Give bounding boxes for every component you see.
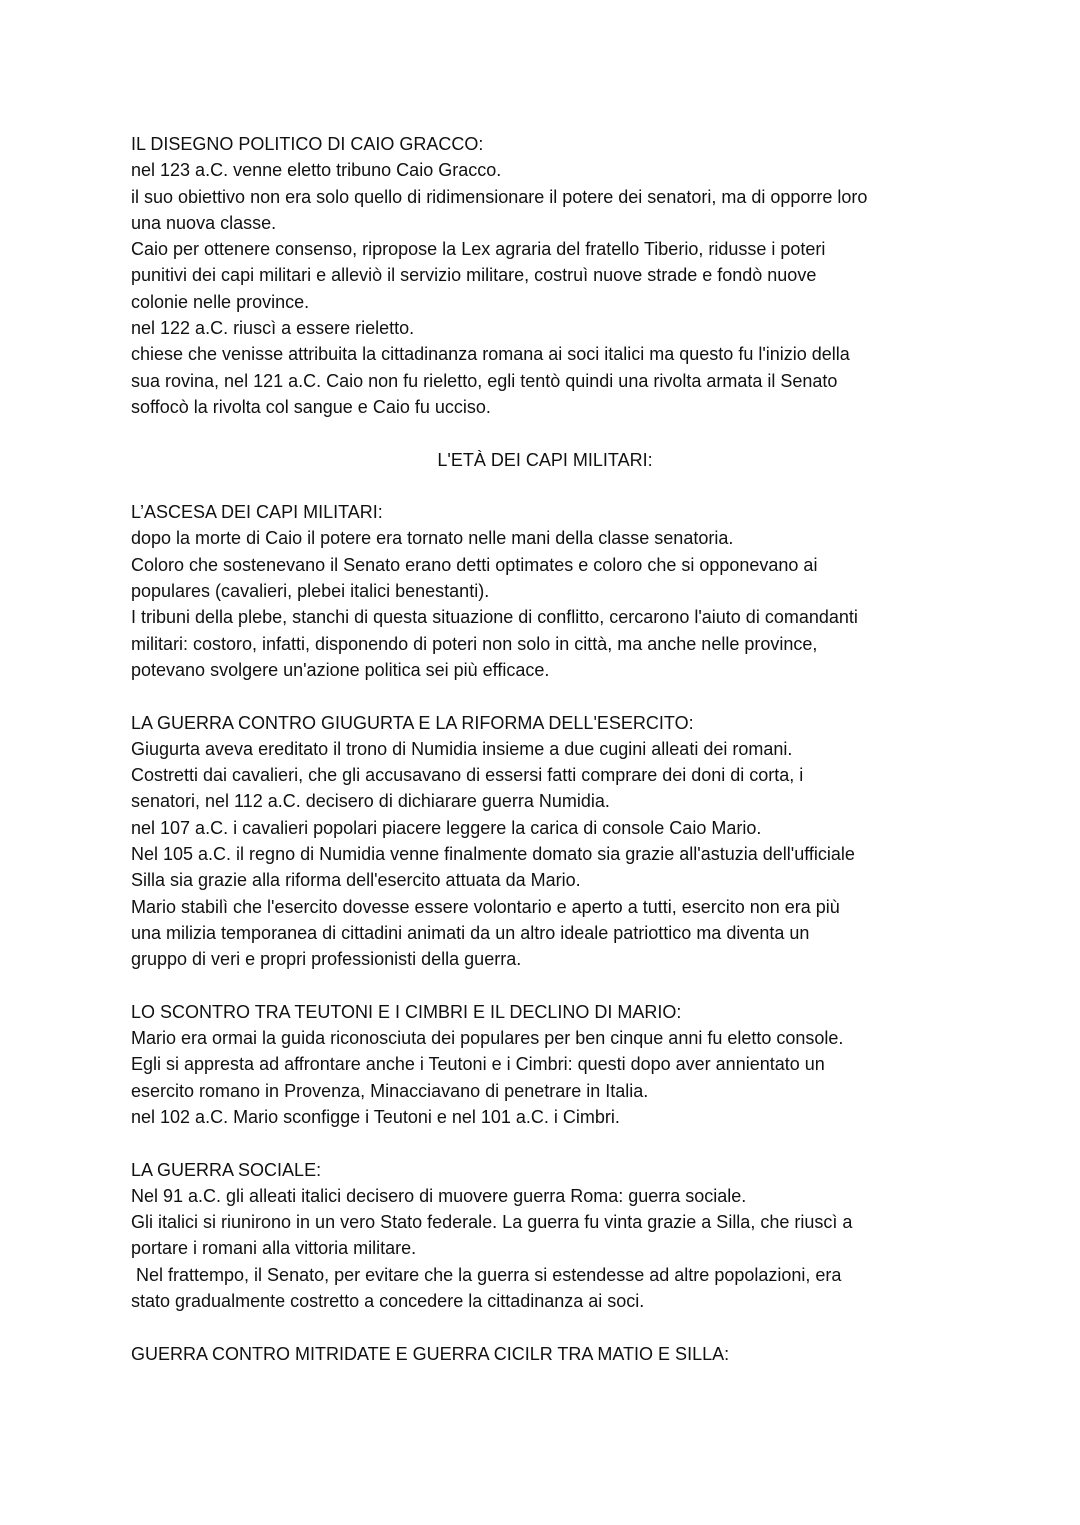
text-line: nel 102 a.C. Mario sconfigge i Teutoni e nel 101 a.C. i Cimbri.	[131, 1106, 620, 1127]
text-line: gruppo di veri e propri professionisti della guerra.	[131, 949, 522, 970]
text-line: militari: costoro, infatti, disponendo di poteri non solo in città, ma anche nelle province,	[131, 633, 818, 654]
text-line: Coloro che sostenevano il Senato erano detti optimates e coloro che si opponevano ai	[131, 554, 818, 575]
text-line: Egli si appresta ad affrontare anche i Teutoni e i Cimbri: questi dopo aver annientato un	[131, 1054, 825, 1075]
text-line: nel 107 a.C. i cavalieri popolari piacere leggere la carica di console Caio Mario.	[131, 817, 762, 838]
text-line: potevano svolgere un'azione politica sei più efficace.	[131, 659, 550, 680]
section-mitridate	[131, 1341, 961, 1367]
text-line: Mario era ormai la guida riconosciuta dei populares per ben cinque anni fu eletto console.	[131, 1028, 844, 1049]
text-line: senatori, nel 112 a.C. decisero di dichiarare guerra Numidia.	[131, 791, 610, 812]
text-line: nel 122 a.C. riuscì a essere rieletto.	[131, 318, 415, 339]
text-line: Giugurta aveva ereditato il trono di Numidia insieme a due cugini alleati dei romani.	[131, 738, 793, 759]
spacer	[131, 473, 961, 499]
spacer	[131, 973, 961, 999]
text-line: Caio per ottenere consenso, ripropose la Lex agraria del fratello Tiberio, ridusse i poteri	[131, 239, 826, 260]
text-line: dopo la morte di Caio il potere era tornato nelle mani della classe senatoria.	[131, 528, 734, 549]
text-line: chiese che venisse attribuita la cittadinanza romana ai soci italici ma questo fu l'inizio della	[131, 344, 850, 365]
text-line: il suo obiettivo non era solo quello di ridimensionare il potere dei senatori, ma di opporre loro	[131, 186, 868, 207]
text-line: Nel 91 a.C. gli alleati italici decisero di muovere guerra Roma: guerra sociale.	[131, 1185, 747, 1206]
spacer	[131, 1130, 961, 1156]
text-line: stato gradualmente costretto a concedere la cittadinanza ai soci.	[131, 1291, 645, 1312]
text-line: nel 123 a.C. venne eletto tribuno Caio Gracco.	[131, 160, 502, 181]
text-line: Costretti dai cavalieri, che gli accusavano di essersi fatti comprare dei doni di corta, i	[131, 765, 804, 786]
text-line: Nel 105 a.C. il regno di Numidia venne finalmente domato sia grazie all'astuzia dell'ufficiale	[131, 844, 855, 865]
section-teutoni	[131, 999, 961, 1130]
section-heading: GUERRA CONTRO MITRIDATE E GUERRA CICILR TRA MATIO E SILLA:	[131, 1343, 730, 1364]
text-line: populares (cavalieri, plebei italici benestanti).	[131, 581, 490, 602]
text-line: Nel frattempo, il Senato, per evitare che la guerra si estendesse ad altre popolazioni, era	[131, 1264, 842, 1285]
text-line: portare i romani alla vittoria militare.	[131, 1238, 417, 1259]
section-guerra-sociale	[131, 1157, 961, 1315]
spacer	[131, 683, 961, 709]
section-heading: LO SCONTRO TRA TEUTONI E I CIMBRI E IL DECLINO DI MARIO:	[131, 1001, 682, 1022]
text-line: colonie nelle province.	[131, 291, 310, 312]
section-heading: LA GUERRA SOCIALE:	[131, 1159, 322, 1180]
text-line: Gli italici si riunirono in un vero Stato federale. La guerra fu vinta grazie a Silla, che riuscì a	[131, 1212, 853, 1233]
text-line: esercito romano in Provenza, Minacciavano di penetrare in Italia.	[131, 1080, 649, 1101]
text-line: una milizia temporanea di cittadini animati da un altro ideale patriottico ma diventa un	[131, 922, 810, 943]
section-heading: L’ASCESA DEI CAPI MILITARI:	[131, 502, 383, 523]
section-giugurta	[131, 710, 961, 973]
section-caio-gracco	[131, 131, 961, 420]
section-heading: LA GUERRA CONTRO GIUGURTA E LA RIFORMA DELL'ESERCITO:	[131, 712, 694, 733]
chapter-title: L'ETÀ DEI CAPI MILITARI:	[437, 449, 653, 470]
text-line: una nuova classe.	[131, 212, 277, 233]
document-page	[131, 131, 961, 1367]
spacer	[131, 1314, 961, 1340]
text-line: punitivi dei capi militari e alleviò il servizio militare, costruì nuove strade e fondò nuove	[131, 265, 817, 286]
section-heading: IL DISEGNO POLITICO DI CAIO GRACCO:	[131, 134, 484, 154]
spacer	[131, 420, 961, 446]
text-line: Silla sia grazie alla riforma dell'esercito attuata da Mario.	[131, 870, 581, 891]
text-line: sua rovina, nel 121 a.C. Caio non fu rieletto, egli tentò quindi una rivolta armata il Senato	[131, 370, 838, 391]
text-line: I tribuni della plebe, stanchi di questa situazione di conflitto, cercarono l'aiuto di comandanti	[131, 607, 858, 628]
section-ascesa	[131, 499, 961, 683]
text-line: Mario stabilì che l'esercito dovesse essere volontario e aperto a tutti, esercito non era più	[131, 896, 840, 917]
text-line: soffocò la rivolta col sangue e Caio fu ucciso.	[131, 396, 491, 417]
